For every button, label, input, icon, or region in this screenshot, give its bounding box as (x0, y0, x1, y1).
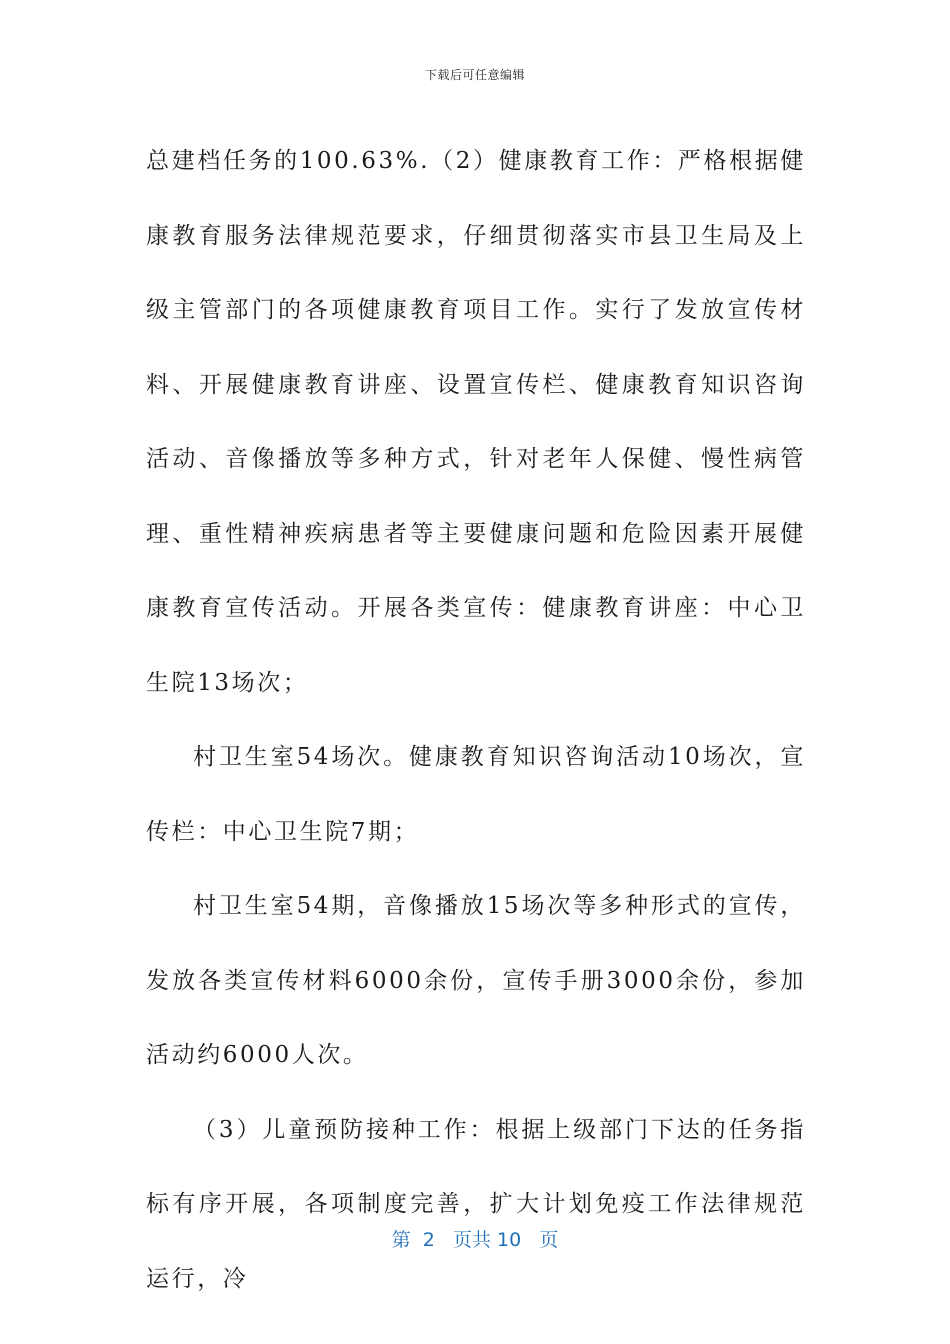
paragraph-4: （3）儿童预防接种工作：根据上级部门下达的任务指标有序开展，各项制度完善，扩大计划免疫工作法律规范运行，冷 (146, 1116, 806, 1292)
paragraph-2: 村卫生室54场次。健康教育知识咨询活动10场次，宣传栏：中心卫生院7期； (146, 744, 806, 845)
paragraph-1: 总建档任务的100.63%.（2）健康教育工作：严格根据健康教育服务法律规范要求，仔细贯彻落实市县卫生局及上级主管部门的各项健康教育项目工作。实行了发放宣传材料、开展健康教育讲座、设置宣传栏、健康教育知识咨询活动、音像播放等多种方式，针对老年人保健、慢性病管理、重性精神疾病患者等主要健康问题和危险因素开展健康教育宣传活动。开展各类宣传：健康教育讲座：中心卫生院13场次； (146, 148, 806, 696)
footer-middle: 页共 (452, 1229, 491, 1251)
document-body (146, 124, 806, 1316)
paragraph-3: 村卫生室54期，音像播放15场次等多种形式的宣传，发放各类宣传材料6000余份，宣传手册3000余份，参加活动约6000人次。 (146, 893, 806, 1068)
footer-prefix: 第 (391, 1229, 411, 1251)
footer-suffix: 页 (539, 1229, 559, 1251)
page-header: 下载后可任意编辑 (424, 68, 525, 82)
current-page-number: 2 (422, 1229, 435, 1251)
page-footer (0, 1225, 950, 1252)
total-pages-number: 10 (497, 1229, 522, 1251)
